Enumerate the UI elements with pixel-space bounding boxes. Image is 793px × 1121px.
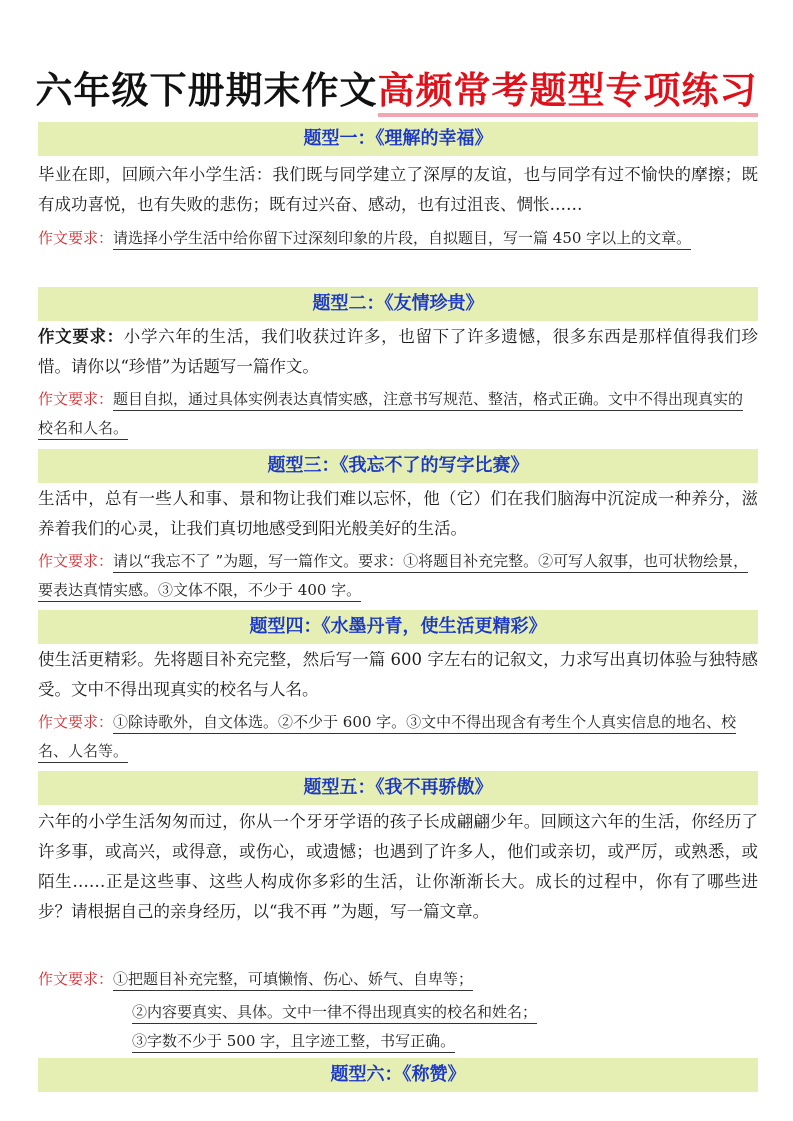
- section-requirement-4: [38, 708, 758, 766]
- page-title: [0, 60, 793, 114]
- text-label: 作文要求：: [38, 327, 124, 346]
- requirement-line-3: ③字数不少于 500 字，且字迹工整，书写正确。: [132, 1030, 455, 1051]
- requirement-line-1: ①把题目补充完整，可填懒惰、伤心、娇气、自卑等；: [113, 970, 473, 991]
- requirement-label: 作文要求：: [38, 713, 114, 731]
- requirement-line-2: ②内容要真实、具体。文中一律不得出现真实的校名和姓名；: [132, 1001, 537, 1022]
- requirement-text: 请以“我忘不了 ”为题，写一篇作文。要求：①将题目补充完整。②可写人叙事，也可状物绘景，要表达真情实感。③文体不限，不少于 400 字。: [38, 552, 748, 602]
- section-requirement-3: [38, 547, 758, 605]
- requirement-text: 题目自拟，通过具体实例表达真情实感，注意书写规范、整洁，格式正确。文中不得出现真实的校名和人名。: [38, 390, 743, 440]
- requirement-label: 作文要求：: [38, 390, 114, 408]
- section-text-2: [38, 322, 758, 382]
- section-text-3: 生活中，总有一些人和事、景和物让我们难以忘怀，他（它）们在我们脑海中沉淀成一种养分，滋养着我们的心灵，让我们真切地感受到阳光般美好的生活。: [38, 489, 758, 538]
- section-text-5: 六年的小学生活匆匆而过，你从一个牙牙学语的孩子长成翩翩少年。回顾这六年的生活，你经历了许多事，或高兴，或得意，或伤心，或遗憾；也遇到了许多人，他们或亲切，或严厉，或熟悉，或陌生……正是这些事、这些人构成你多彩的生活，让你渐渐长大。成长的过程中，你有了哪些进步？请根据自己的亲身经历，以“我不再 ”为题，写一篇文章。: [38, 812, 758, 921]
- requirement-label: 作文要求：: [38, 552, 114, 570]
- section-heading-1: 题型一：《理解的幸福》: [38, 122, 758, 156]
- text-body: 小学六年的生活，我们收获过许多，也留下了许多遗憾，很多东西是那样值得我们珍惜。请你以“珍惜”为话题写一篇作文。: [38, 327, 759, 376]
- section-text-1: 毕业在即，回顾六年小学生活：我们既与同学建立了深厚的友谊，也与同学有过不愉快的摩擦；既有成功喜悦，也有失败的悲伤；既有过兴奋、感动，也有过沮丧、惆怅……: [38, 165, 758, 214]
- section-heading-5: 题型五：《我不再骄傲》: [38, 771, 758, 805]
- title-highlight: 高频常考题型专项练习: [378, 69, 758, 117]
- section-heading-3: 题型三：《我忘不了的写字比赛》: [38, 449, 758, 483]
- section-requirement-2: [38, 385, 758, 443]
- section-heading-2: 题型二：《友情珍贵》: [38, 287, 758, 321]
- title-main: 六年级下册期末作文: [35, 69, 378, 112]
- section-heading-4: 题型四：《水墨丹青，使生活更精彩》: [38, 610, 758, 644]
- section-text-4: 使生活更精彩。先将题目补充完整，然后写一篇 600 字左右的记叙文，力求写出真切体验与独特感受。文中不得出现真实的校名与人名。: [38, 650, 758, 699]
- section-requirement-1: [38, 224, 758, 253]
- requirement-label: 作文要求：: [38, 229, 114, 247]
- requirement-label: 作文要求：: [38, 970, 114, 988]
- requirement-text: 请选择小学生活中给你留下过深刻印象的片段，自拟题目，写一篇 450 字以上的文章。: [113, 229, 691, 250]
- section-requirement-5: [38, 965, 758, 994]
- requirement-text: ①除诗歌外，自文体选。②不少于 600 字。③文中不得出现含有考生个人真实信息的地名、校名、人名等。: [38, 713, 736, 763]
- section-heading-6: 题型六：《称赞》: [38, 1058, 758, 1092]
